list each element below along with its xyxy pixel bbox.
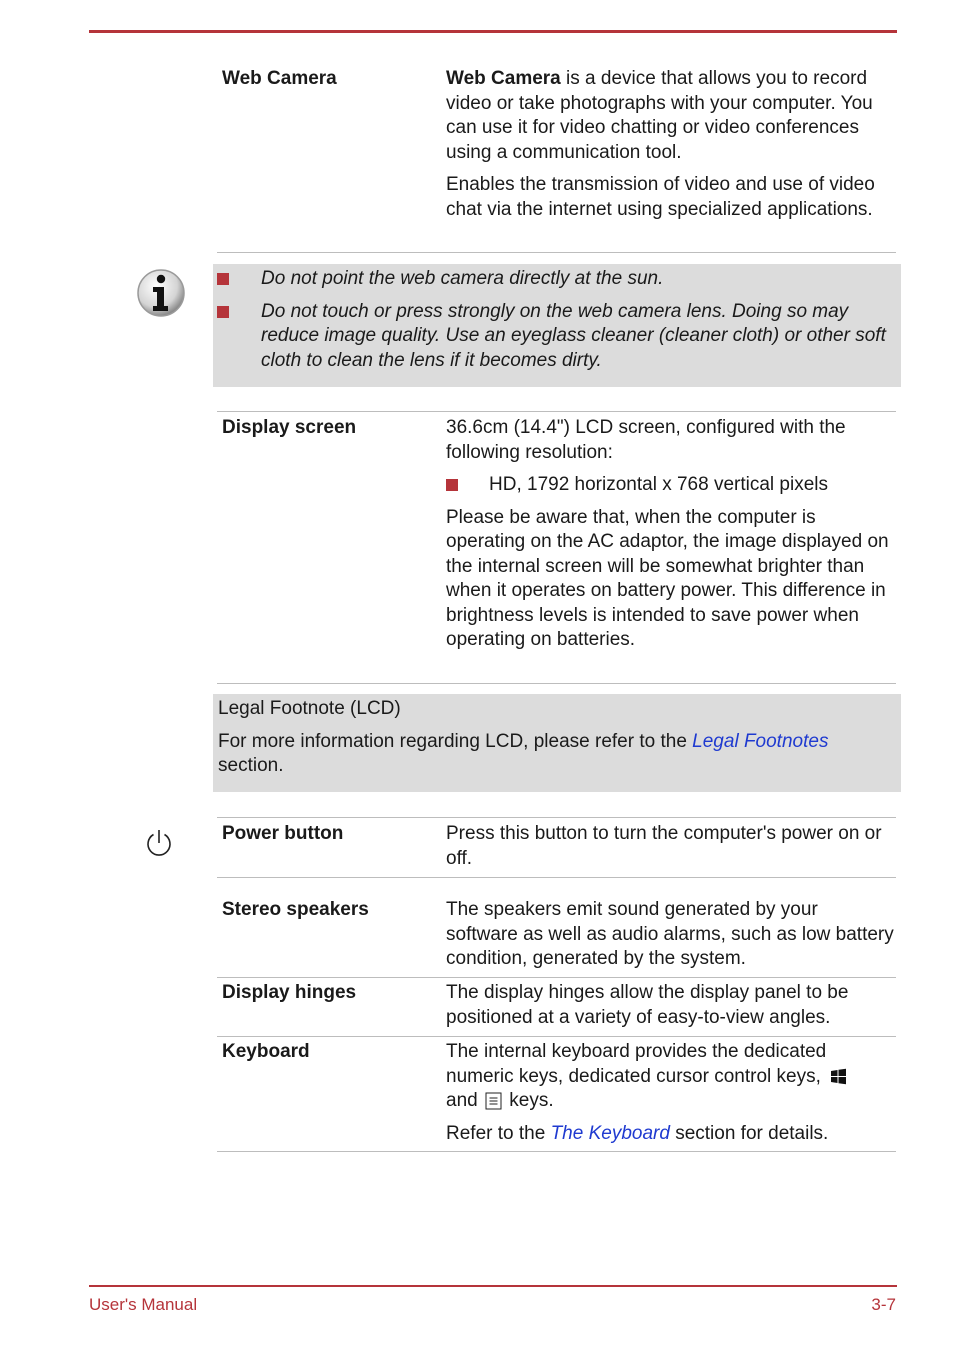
spec-row-keyboard [217,1037,896,1152]
footer-rule [89,1285,897,1287]
legal-footnotes-link[interactable]: Legal Footnotes [692,730,829,752]
spec-label: Stereo speakers [222,899,369,920]
info-icon [136,268,186,318]
spec-row-power-button [217,817,896,878]
the-keyboard-link[interactable]: The Keyboard [550,1122,670,1144]
spec-label: Display screen [222,417,357,438]
spec-label: Display hinges [222,982,357,1003]
spec-description: 36.6cm (14.4") LCD screen, configured with the following resolution: HD, 1792 horizontal x 768 vertical pixels Please be aware that, when the computer is operating on the AC adaptor, the image displayed on the internal screen will be somewhat brighter than when it operates on battery power. This difference in brightness levels is intended to save power when operating on batteries. [446,416,894,653]
application-key-icon [485,1092,502,1110]
spec-description: Press this button to turn the computer's power on or off. [446,823,882,869]
bullet-marker [217,273,229,285]
spec-row-stereo-speakers [217,877,896,978]
bullet-marker [217,306,229,318]
note-title: Legal Footnote (LCD) [218,698,401,719]
legal-footnote-note [213,694,901,792]
spec-description: Web Camera is a device that allows you to record video or take photographs with your computer. You can use it for video chatting or video conferences using a communication tool. Enables the transmission of video and use of video chat via the internet using specialized applications. [446,68,875,220]
windows-key-icon [830,1068,847,1085]
bullet-marker [446,479,458,491]
footer-title: User's Manual [89,1295,198,1314]
page-number: 3-7 [871,1295,896,1314]
note-item: Do not point the web camera directly at the sun. [213,267,897,292]
spec-term: Web Camera [446,68,561,89]
spec-description: The display hinges allow the display panel to be positioned at a variety of easy-to-view angles. [446,982,849,1028]
spec-label: Web Camera [222,68,337,89]
note-item: Do not touch or press strongly on the web camera lens. Doing so may reduce image quality. Use an eyeglass cleaner (cleaner cloth) or other soft cloth to clean the lens if it becomes dirty. [213,300,897,374]
spec-description: The speakers emit sound generated by your software as well as audio alarms, such as low battery condition, generated by the system. [446,899,894,969]
spec-row-display-hinges [217,978,896,1037]
spec-description: The internal keyboard provides the dedicated numeric keys, dedicated cursor control keys, and keys. Refer to the The Keyboard section for details. [446,1040,894,1146]
info-note [213,264,901,387]
spec-row-web-camera [217,66,896,252]
spec-label: Keyboard [222,1041,310,1062]
list-item: HD, 1792 horizontal x 768 vertical pixels [446,473,894,498]
spec-label: Power button [222,823,344,844]
header-rule [89,30,897,33]
divider [217,252,896,253]
spec-row-display-screen [217,411,896,684]
note-text: For more information regarding LCD, please refer to the Legal Footnotes section. [218,730,829,776]
power-icon [144,828,174,858]
